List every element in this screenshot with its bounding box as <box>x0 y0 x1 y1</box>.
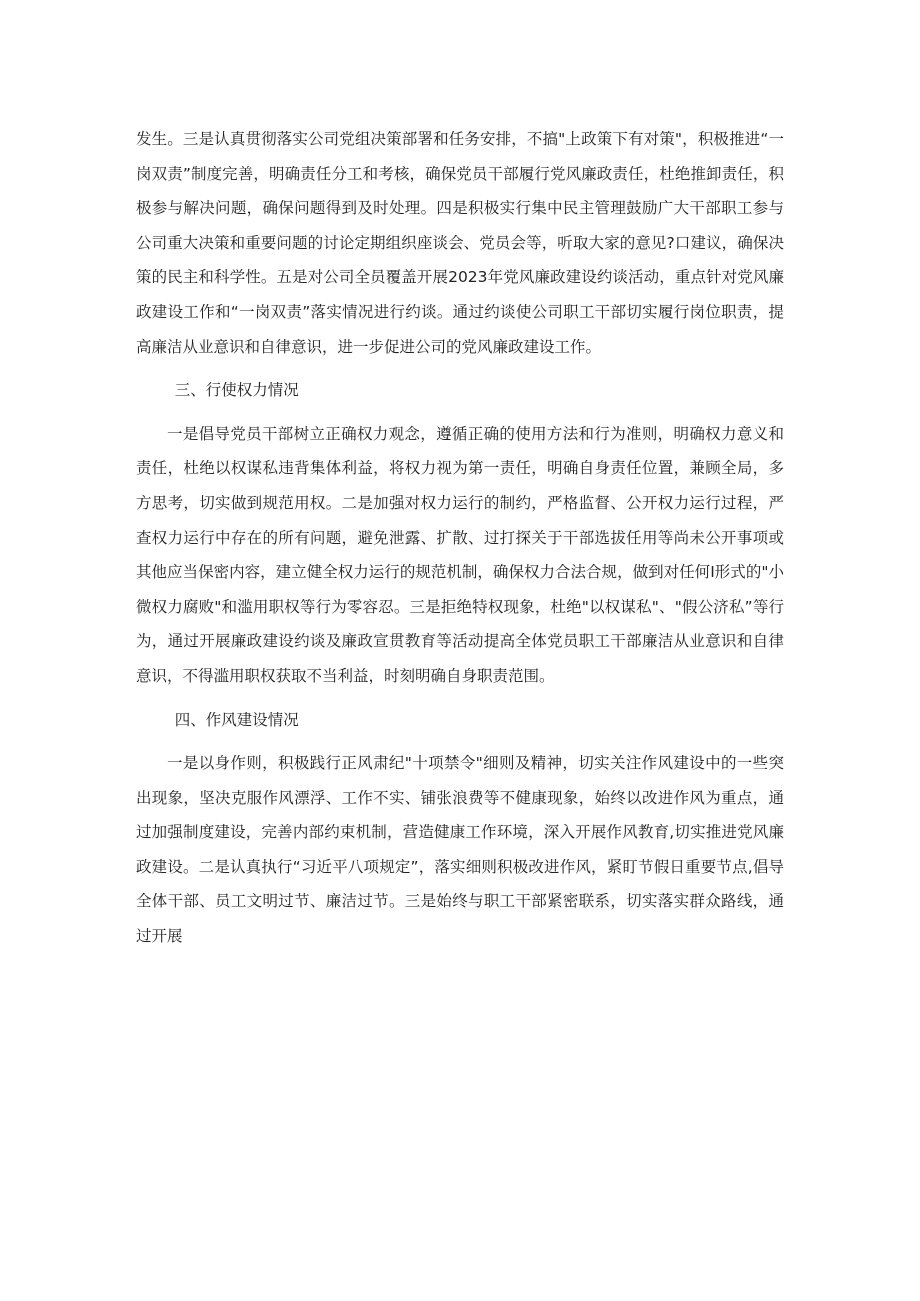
document-body <box>136 122 784 954</box>
paragraph-continuation: 发生。三是认真贯彻落实公司党组决策部署和任务安排，不搞"上政策下有对策"，积极推进“一岗双责”制度完善，明确责任分工和考核，确保党员干部履行党风廉政责任，杜绝推卸责任，积极参与解决问题，确保问题得到及时处理。四是积极实行集中民主管理鼓励广大干部职工参与公司重大决策和重要问题的讨论定期组织座谈会、党员会等，听取大家的意见?口建议，确保决策的民主和科学性。五是对公司全员覆盖开展2023年党风廉政建设约谈活动，重点针对党风廉政建设工作和“一岗双责”落实情况进行约谈。通过约谈使公司职工干部切实履行岗位职责，提高廉洁从业意识和自律意识，进一步促进公司的党风廉政建设工作。 <box>136 130 784 356</box>
paragraph-style: 一是以身作则，积极践行正风肃纪"十项禁令"细则及精神，切实关注作风建设中的一些突出现象，坚决克服作风漂浮、工作不实、铺张浪费等不健康现象，始终以改进作风为重点，通过加强制度建设，完善内部约束机制，营造健康工作环境，深入开展作风教育,切实推进党风廉政建设。二是认真执行“习近平八项规定”，落实细则积极改进作风，紧盯节假日重要节点,倡导全体干部、员工文明过节、廉洁过节。三是始终与职工干部紧密联系，切实落实群众路线，通过开展 <box>136 754 784 946</box>
paragraph-power: 一是倡导党员干部树立正确权力观念，遵循正确的使用方法和行为准则，明确权力意义和责任，杜绝以权谋私违背集体利益，将权力视为第一责任，明确自身责任位置，兼顾全局，多方思考，切实做到规范用权。二是加强对权力运行的制约，严格监督、公开权力运行过程，严查权力运行中存在的所有问题，避免泄露、扩散、过打探关于干部选拔任用等尚未公开事项或其他应当保密内容，建立健全权力运行的规范机制，确保权力合法合规，做到对任何Ⅰ形式的"小微权力腐败"和滥用职权等行为零容忍。三是拒绝特权现象，杜绝"以权谋私"、"假公济私”等行为，通过开展廉政建设约谈及廉政宣贯教育等活动提高全体党员职工干部廉洁从业意识和自律意识，不得滥用职权获取不当利益，时刻明确自身职责范围。 <box>136 424 784 685</box>
section-heading-power: 三、行使权力情况 <box>174 381 299 400</box>
section-heading-style: 四、作风建设情况 <box>174 710 299 729</box>
